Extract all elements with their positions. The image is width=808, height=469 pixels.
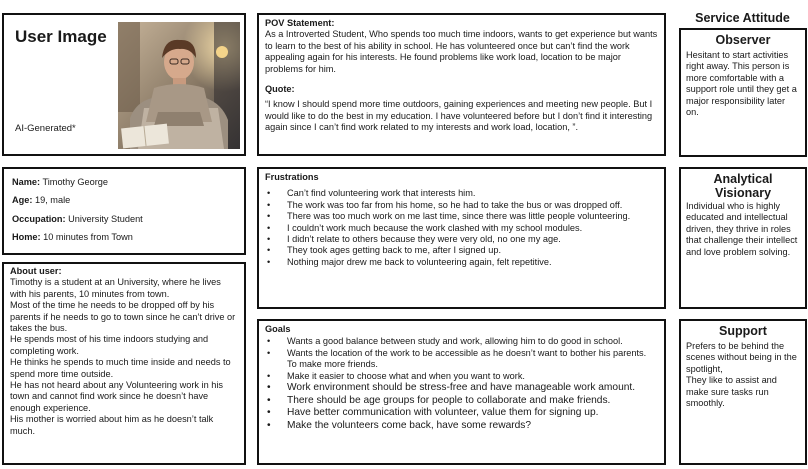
frustrations-heading: Frustrations <box>265 172 319 182</box>
list-item: • Can’t find volunteering work that interests him. <box>265 188 658 199</box>
profile-card <box>2 167 246 255</box>
service-card-observer <box>679 28 807 157</box>
list-item: • They took ages getting back to me, after I signed up. <box>265 245 658 256</box>
list-item: • Have better communication with volunteer, value them for signing up. <box>265 407 658 420</box>
quote-heading: Quote: <box>265 84 295 95</box>
occupation-label: Occupation: <box>12 213 66 224</box>
service-card-title-line1: Analytical <box>713 172 773 186</box>
pov-heading: POV Statement: <box>265 18 335 28</box>
list-item: • I couldn’t work much because the work clashed with my school modules. <box>265 223 658 234</box>
list-item: • There should be age groups for people to collaborate and make friends. <box>265 395 658 408</box>
list-item: • The work was too far from his home, so he had to take the bus or was dropped off. <box>265 200 658 211</box>
about-user-card <box>2 262 246 465</box>
service-card-title: Observer <box>715 33 771 47</box>
profile-age-row <box>12 195 236 206</box>
user-image-card <box>2 13 246 156</box>
list-item: • Work environment should be stress-free and have manageable work amount. <box>265 382 658 395</box>
service-attitude-title: Service Attitude <box>695 11 790 25</box>
service-card-title-line2: Visionary <box>714 186 772 200</box>
home-value: 10 minutes from Town <box>43 232 133 243</box>
user-image-title: User Image <box>15 27 107 46</box>
occupation-value: University Student <box>68 213 143 224</box>
service-card-title: Support <box>719 324 767 338</box>
list-item: • Make the volunteers come back, have some rewards? <box>265 420 658 433</box>
list-item: • Wants a good balance between study and work, allowing him to do good in school. <box>265 336 658 347</box>
pov-statement-card <box>257 13 666 156</box>
goals-card <box>257 319 666 465</box>
frustrations-card <box>257 167 666 309</box>
user-image-caption: AI-Generated* <box>15 123 76 134</box>
list-item: • Make it easier to choose what and when you want to work. <box>265 371 658 382</box>
profile-name-row <box>12 177 236 188</box>
age-label: Age: <box>12 195 33 206</box>
about-heading: About user: <box>10 266 62 276</box>
quote-text: “I know I should spend more time outdoors, gaining experiences and meeting new people. But I would like to do the best in my education. I have volunteered before but I don’t find it interesting again since I can’t find work related to my interests and work load, location, ”. <box>265 99 653 133</box>
profile-occupation-row <box>12 214 236 225</box>
list-item: • Nothing major drew me back to volunteering again, felt repetitive. <box>265 257 658 268</box>
service-card-text: Hesitant to start activities right away. This person is more comfortable with a support role until they get a major responsibility later on. <box>686 50 797 118</box>
name-label: Name: <box>12 177 41 187</box>
profile-home-row <box>12 232 236 243</box>
pov-text: As a Introverted Student, Who spends too much time indoors, wants to get experience but wants to learn to the best of his ability in school. He has volunteered once but can’t find the work appealing again for his interests. He found problems like work load, location to be major problems for him. <box>265 29 658 74</box>
goals-heading: Goals <box>265 324 291 334</box>
name-value: Timothy George <box>42 177 109 187</box>
age-value: 19, male <box>34 195 71 206</box>
list-item: • I didn’t relate to others because they were very old, no one my age. <box>265 234 658 245</box>
service-card-analytical-visionary <box>679 167 807 309</box>
list-item: • There was too much work on me last time, since there was little people volunteering. <box>265 211 658 222</box>
user-portrait-image <box>118 22 240 149</box>
goals-list-small <box>265 336 658 382</box>
home-label: Home: <box>12 232 41 243</box>
about-text: Timothy is a student at an University, where he lives with his parents, 10 minutes from town. Most of the time he needs to be dropped off by his parents if he needs to go to town since he can’t drive or takes the bus. He spends most of his time indoors studying and completing work. He thinks he spends to much time inside and needs to spend more time outside. He has not heard about any Volunteering work in his town and cannot find work since he doesn’t have enough experience. His mother is worried about him as he doesn’t talk much. <box>10 277 236 436</box>
service-card-support <box>679 319 807 465</box>
service-card-text: Prefers to be behind the scenes without being in the spotlight, They like to assist and make sure tasks run smoothly. <box>686 341 797 409</box>
frustrations-list <box>265 188 658 268</box>
goals-list-large <box>265 382 658 432</box>
service-card-text: Individual who is highly educated and intellectual driven, they thrive in roles that challenge their intellect and love problem solving. <box>686 201 798 257</box>
list-item: • Wants the location of the work to be accessible as he doesn’t want to bother his parents. To make more friends. <box>265 348 658 371</box>
